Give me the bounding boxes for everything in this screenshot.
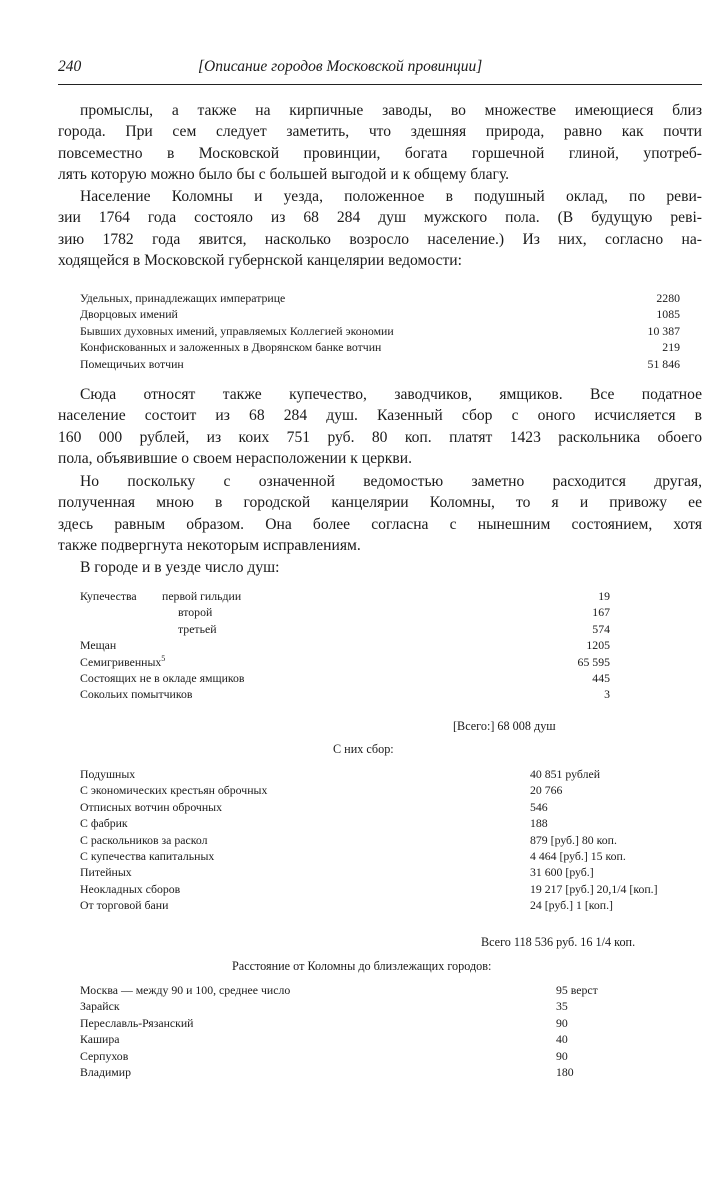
paragraph-4-line: также подвергнута некоторым исправлениям. [58,536,361,554]
table-row [80,339,680,355]
table-row [80,654,610,670]
row-value: 35 [556,999,568,1014]
paragraph-4-line: здесь равным образом. Она более согласна с нынешним состоянием, хотя [58,515,702,533]
row-value: 40 [556,1032,568,1047]
table-row [80,881,680,897]
row-value: 219 [662,340,680,355]
row-value: 19 [598,589,610,603]
table-row [80,799,680,815]
paragraph-1-line: города. При сем следует заметить, что здешняя природа, равно как почти [58,123,702,141]
row-label: Серпухов [80,1048,129,1063]
table-row [80,998,680,1014]
row-label: Москва — между 90 и 100, среднее число [80,983,291,997]
row-value: 574 [592,621,610,636]
table-row [80,621,610,637]
header-rule [58,84,702,85]
paragraph-1-line: повсеместно в Московской провинции, богата горшечной глиной, употреб- [58,144,702,162]
row-value: 188 [530,816,548,831]
paragraph-2-line: ходящейся в Московской губернской канцелярии ведомости: [58,251,462,269]
row-value: 95 верст [556,983,598,997]
paragraph-5 [58,557,702,578]
guild-label: третьей [178,621,217,636]
paragraph-2-line: зию 1782 года явится, насколько возросло население.) Из них, согласно на- [58,230,702,248]
row-value: 445 [592,670,610,685]
row-value: 167 [592,605,610,620]
levy-table [80,766,680,914]
table-row [80,670,610,686]
row-value: 10 387 [647,323,680,338]
paragraph-2 [58,186,702,271]
paragraph-4-line: полученная мною в городской канцелярии Коломны, то я и привожу ее [58,494,702,512]
row-label-text: Сокольих помытчиков [80,687,193,702]
row-value: 180 [556,1064,574,1079]
table-row [80,1048,680,1064]
row-label: Дворцовых имений [80,307,178,322]
paragraph-4 [58,471,702,556]
row-label: Переславль-Рязанский [80,1015,194,1030]
row-label: С фабрик [80,816,128,831]
running-header [58,58,698,80]
row-value: 31 600 [руб.] [530,865,594,880]
row-label: Подушных [80,767,136,781]
distance-table [80,982,680,1080]
table-row [80,356,680,372]
table-row [80,1015,680,1031]
row-label: Зарайск [80,999,120,1014]
row-value: 1085 [656,307,680,322]
row-label: С купечества капитальных [80,848,215,863]
row-value: 65 595 [577,654,610,669]
paragraph-2-line: Население Коломны и уезда, положенное в подушный оклад, по реви- [80,188,702,205]
row-value: 19 217 [руб.] 20,1/4 [коп.] [530,881,658,896]
table-row [80,864,680,880]
table-row [80,782,680,798]
row-value: 879 [руб.] 80 коп. [530,832,617,847]
souls-table [80,588,610,703]
row-value: 24 [руб.] 1 [коп.] [530,898,613,913]
table-row [80,1031,680,1047]
table-row [80,832,680,848]
table-row [80,588,610,604]
row-label [80,654,165,670]
paragraph-5-text: В городе и в уезде число душ: [80,559,280,576]
row-label: С экономических крестьян оброчных [80,783,268,798]
paragraph-3-line: пола, объявившие о своем нерасположении к церкви. [58,449,412,467]
row-label: Конфискованных и заложенных в Дворянском банке вотчин [80,340,382,355]
guild-label: второй [178,605,213,620]
merchants-label: Купечества [80,589,137,603]
row-label: Владимир [80,1064,131,1079]
row-label-text: Мещан [80,638,117,653]
levy-caption: С них сбор: [333,742,394,756]
page-number: 240 [58,58,82,75]
row-label: Питейных [80,865,132,880]
row-label: От торговой бани [80,898,169,913]
row-value: 51 846 [647,356,680,371]
row-value: 20 766 [530,783,563,798]
table-row [80,897,680,913]
distance-caption: Расстояние от Коломны до близлежащих городов: [232,959,492,973]
paragraph-3 [58,384,702,469]
running-title: [Описание городов Московской провинции] [198,58,483,75]
row-label: Неокладных сборов [80,881,181,896]
row-value: 90 [556,1048,568,1063]
row-label [80,670,245,686]
estate-table [80,290,680,372]
row-value: 90 [556,1015,568,1030]
table-row [80,982,680,998]
row-label: Помещичьих вотчин [80,356,184,371]
row-label: Кашира [80,1032,120,1047]
row-value: 3 [604,687,610,702]
paragraph-3-line: 160 000 рублей, из коих 751 руб. 80 коп. платят 1423 раскольника обоего [58,428,702,446]
table-row [80,815,680,831]
levy-total: Всего 118 536 руб. 16 1/4 коп. [481,935,636,949]
paragraph-1 [58,100,702,185]
row-value: 546 [530,799,548,814]
table-row [80,604,610,620]
row-label [80,686,192,702]
souls-total: [Всего:] 68 008 душ [453,719,556,733]
row-value: 4 464 [руб.] 15 коп. [530,848,626,863]
row-label: С раскольников за раскол [80,832,208,847]
row-label: Бывших духовных имений, управляемых Коллегией экономии [80,323,394,338]
guild-label: первой гильдии [162,589,242,603]
table-row [80,290,680,306]
table-row [80,686,610,702]
paragraph-3-line: население состоит из 68 284 душ. Казенный сбор с оного исчисляется в [58,407,702,425]
paragraph-4-line: Но поскольку с означенной ведомостью заметно расходится другая, [80,473,702,490]
table-row [80,1064,680,1080]
paragraph-1-line: лять которую можно было бы с большей выгодой и к общему благу. [58,165,510,183]
table-row [80,637,610,653]
footnote-mark: 5 [161,653,166,663]
table-row [80,766,680,782]
row-label: Удельных, принадлежащих императрице [80,291,286,305]
row-value: 2280 [656,291,680,305]
row-label-text: Состоящих не в окладе ямщиков [80,670,245,685]
row-value: 1205 [586,638,610,653]
row-label [80,637,116,653]
paragraph-1-line: промыслы, а также на кирпичные заводы, во множестве имеющиеся близ [80,102,702,119]
row-label-text: Семигривенных [80,654,162,669]
table-row [80,848,680,864]
paragraph-3-line: Сюда относят также купечество, заводчиков, ямщиков. Все податное [80,386,702,403]
table-row [80,323,680,339]
row-label: Отписных вотчин оброчных [80,799,222,814]
paragraph-2-line: зии 1764 года состояло из 68 284 душ мужского пола. (В будущую ревi- [58,209,702,227]
table-row [80,306,680,322]
row-value: 40 851 рублей [530,767,601,781]
